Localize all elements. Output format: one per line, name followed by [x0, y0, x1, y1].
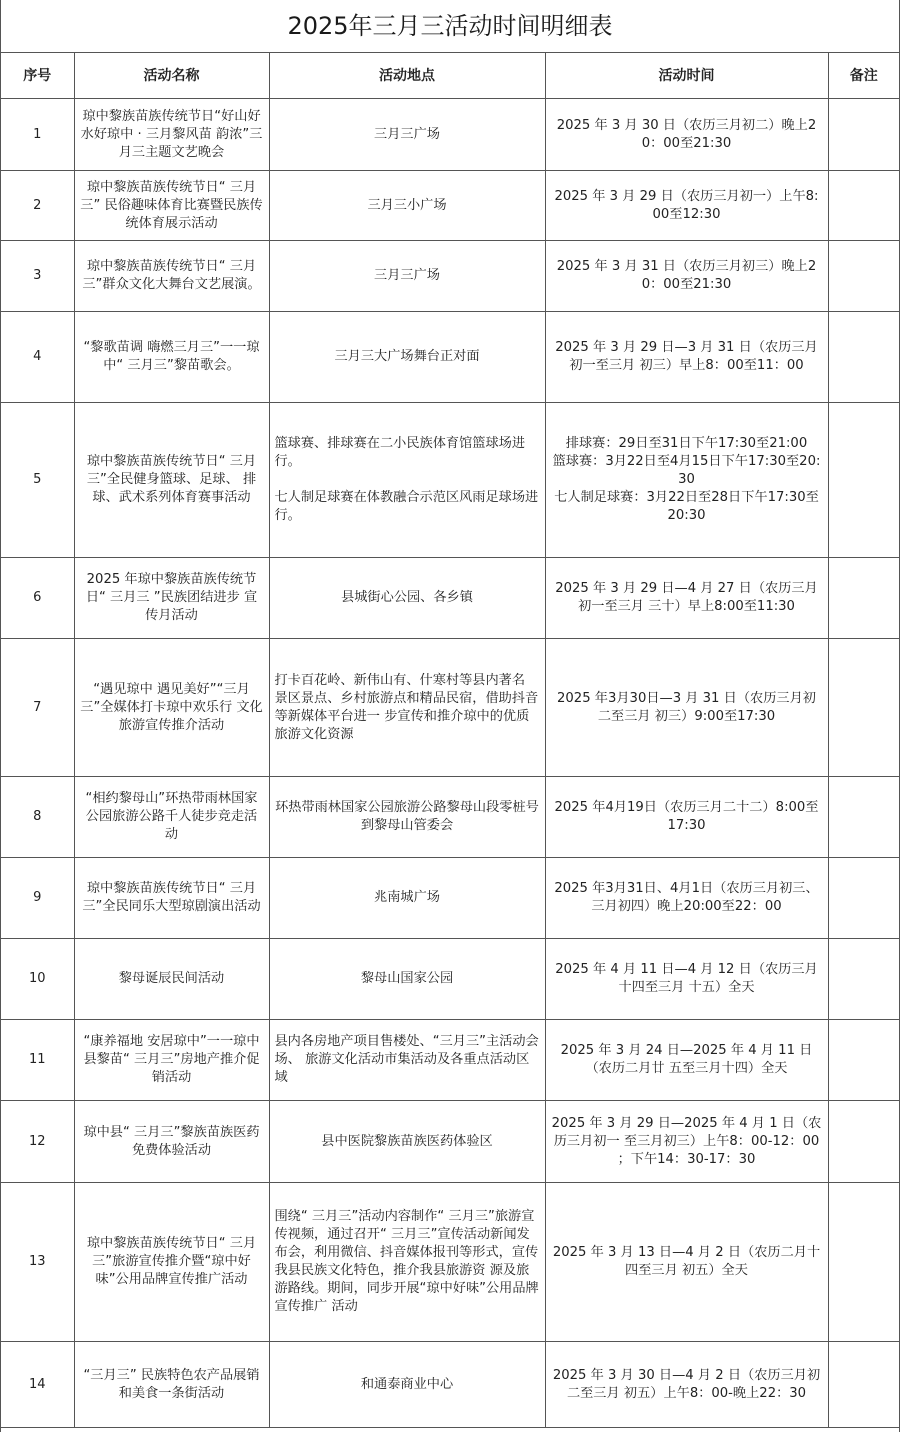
row-seq: 10	[1, 939, 74, 1020]
header-seq: 序号	[1, 53, 74, 99]
table-row	[1, 777, 899, 858]
row-note	[828, 403, 899, 558]
row-seq: 1	[1, 99, 74, 171]
row-note	[828, 1101, 899, 1183]
row-time: 2025 年 4 月 11 日—4 月 12 日（农历三月十四至三月 十五）全天	[545, 939, 828, 1020]
header-note: 备注	[828, 53, 899, 99]
table-row	[1, 403, 899, 558]
row-location	[269, 1101, 545, 1183]
location-line: 县内各房地产项目售楼处、“三月三”主活动会场、 旅游文化活动市集活动及各重点活动区域	[274, 1034, 539, 1085]
row-time: 2025 年 3 月 13 日—4 月 2 日（农历二月十四至三月 初五）全天	[545, 1183, 828, 1342]
location-line: 县中医院黎族苗族医药体验区	[321, 1133, 493, 1149]
row-time: 2025 年4月19日（农历三月二十二）8:00至17:30	[545, 777, 828, 858]
location-line: 县城街心公园、各乡镇	[341, 590, 473, 605]
row-activity-name: 2025 年琼中黎族苗族传统节日“ 三月三 ”民族团结进步 宣传月活动	[74, 558, 269, 639]
row-location	[269, 171, 545, 241]
row-note	[828, 241, 899, 312]
location-line: 打卡百花岭、新伟山有、什寒村等县内著名 景区景点、乡村旅游点和精品民宿，借助抖音等新媒体平台进一 步宣传和推介琼中的优质旅游文化资源	[274, 672, 539, 742]
table-row	[1, 99, 899, 171]
row-location	[269, 312, 545, 403]
table-row	[1, 939, 899, 1020]
row-seq: 4	[1, 312, 74, 403]
row-activity-name: “相约黎母山”环热带雨林国家公园旅游公路千人徒步竞走活动	[74, 777, 269, 858]
table-row	[1, 858, 899, 939]
row-note	[828, 1342, 899, 1428]
row-time	[545, 403, 828, 558]
header-location: 活动地点	[269, 53, 545, 99]
header-row	[1, 53, 899, 99]
row-location	[269, 1183, 545, 1342]
table-row	[1, 171, 899, 241]
row-time: 2025 年 3 月 30 日（农历三月初二）晚上20：00至21:30	[545, 99, 828, 171]
table-row	[1, 1020, 899, 1101]
row-note	[828, 558, 899, 639]
row-time: 2025 年 3 月 29 日—2025 年 4 月 1 日（农历三月初一 至三月初三）上午8：00-12：00 ；下午14：30-17：30	[545, 1101, 828, 1183]
location-line: 篮球赛、排球赛在二小民族体育馆篮球场进行。	[274, 436, 526, 469]
row-activity-name: 琼中黎族苗族传统节日“好山好水好琼中 · 三月黎风苗 韵浓”三月三主题文艺晚会	[74, 99, 269, 171]
row-location	[269, 99, 545, 171]
location-line: 兆南城广场	[374, 890, 440, 905]
row-location	[269, 1342, 545, 1428]
row-location	[269, 403, 545, 558]
row-time: 2025 年 3 月 29 日（农历三月初一）上午8:00至12:30	[545, 171, 828, 241]
location-line: 黎母山国家公园	[360, 971, 454, 986]
row-time: 2025 年 3 月 29 日—3 月 31 日（农历三月初一至三月 初三）早上8：00至11：00	[545, 312, 828, 403]
row-activity-name: 琼中黎族苗族传统节日“ 三月三”旅游宣传推介暨“琼中好味”公用品牌宣传推广活动	[74, 1183, 269, 1342]
row-activity-name: 琼中黎族苗族传统节日“ 三月三”全民同乐大型琼剧演出活动	[74, 858, 269, 939]
row-seq: 12	[1, 1101, 74, 1183]
row-location	[269, 1020, 545, 1101]
location-line: 三月三广场	[374, 268, 440, 283]
page-title: 2025年三月三活动时间明细表	[1, 0, 899, 53]
row-activity-name: “三月三” 民族特色农产品展销和美食一条街活动	[74, 1342, 269, 1428]
time-line: 七人制足球赛：3月22日至28日下午17:30至20:30	[554, 490, 819, 523]
row-time: 2025 年 3 月 31 日（农历三月初三）晚上20：00至21:30	[545, 241, 828, 312]
row-time: 2025 年3月30日—3 月 31 日（农历三月初二至三月 初三）9:00至17:30	[545, 639, 828, 777]
row-seq: 8	[1, 777, 74, 858]
table-row	[1, 241, 899, 312]
row-location	[269, 558, 545, 639]
row-time: 2025 年 3 月 29 日—4 月 27 日（农历三月初一至三月 三十）早上8:00至11:30	[545, 558, 828, 639]
row-location	[269, 777, 545, 858]
time-line: 排球赛：29日至31日下午17:30至21:00	[565, 436, 808, 451]
row-note	[828, 312, 899, 403]
row-activity-name: “黎歌苗调 嗨燃三月三”一一琼中“ 三月三”黎苗歌会。	[74, 312, 269, 403]
row-seq: 6	[1, 558, 74, 639]
row-location	[269, 639, 545, 777]
row-seq: 7	[1, 639, 74, 777]
row-seq: 2	[1, 171, 74, 241]
location-line: 三月三大广场舞台正对面	[334, 349, 480, 364]
row-time: 2025 年 3 月 24 日—2025 年 4 月 11 日（农历二月廿 五至三月十四）全天	[545, 1020, 828, 1101]
time-line: 篮球赛：3月22日至4月15日下午17:30至20:30	[552, 454, 821, 487]
row-seq: 5	[1, 403, 74, 558]
row-activity-name: 琼中黎族苗族传统节日“ 三月三” 民俗趣味体育比赛暨民族传统体育展示活动	[74, 171, 269, 241]
table-row	[1, 639, 899, 777]
row-activity-name: “康养福地 安居琼中”一一琼中县黎苗“ 三月三”房地产推介促销活动	[74, 1020, 269, 1101]
row-note	[828, 858, 899, 939]
row-seq: 3	[1, 241, 74, 312]
table-row	[1, 312, 899, 403]
location-line: 围绕“ 三月三”活动内容制作“ 三月三”旅游宣 传视频，通过召开“ 三月三”宣传活动新闻发布会，利用微信、抖音媒体报刊等形式，宣传我县民族文化特色，推介我县旅游资 源及旅游路线。期间，同步开展“琼中好味”公用品牌宣传推广 活动	[274, 1209, 539, 1314]
location-line: 和通泰商业中心	[360, 1376, 454, 1392]
row-activity-name: “遇见琼中 遇见美好”“三月三”全媒体打卡琼中欢乐行 文化旅游宣传推介活动	[74, 639, 269, 777]
row-time: 2025 年3月31日、4月1日（农历三月初三、三月初四）晚上20:00至22：00	[545, 858, 828, 939]
row-note	[828, 777, 899, 858]
row-note	[828, 1183, 899, 1342]
location-line: 环热带雨林国家公园旅游公路黎母山段零桩号到黎母山管委会	[275, 800, 539, 833]
schedule-table	[1, 53, 899, 1428]
row-location	[269, 241, 545, 312]
table-row	[1, 558, 899, 639]
row-note	[828, 171, 899, 241]
location-line: 三月三广场	[374, 126, 440, 142]
row-note	[828, 939, 899, 1020]
row-note	[828, 99, 899, 171]
location-line: 三月三小广场	[367, 197, 447, 213]
row-activity-name: 黎母诞辰民间活动	[74, 939, 269, 1020]
header-name: 活动名称	[74, 53, 269, 99]
row-activity-name: 琼中黎族苗族传统节日“ 三月三”全民健身篮球、足球、 排球、武术系列体育赛事活动	[74, 403, 269, 558]
row-note	[828, 639, 899, 777]
row-location	[269, 858, 545, 939]
table-row	[1, 1183, 899, 1342]
location-line: 七人制足球赛在体教融合示范区风雨足球场进行。	[274, 490, 539, 523]
row-note	[828, 1020, 899, 1101]
table-row	[1, 1101, 899, 1183]
row-seq: 14	[1, 1342, 74, 1428]
row-activity-name: 琼中黎族苗族传统节日“ 三月三”群众文化大舞台文艺展演。	[74, 241, 269, 312]
row-time: 2025 年 3 月 30 日—4 月 2 日（农历三月初二至三月 初五）上午8：00-晚上22：30	[545, 1342, 828, 1428]
row-location	[269, 939, 545, 1020]
row-seq: 9	[1, 858, 74, 939]
table-row	[1, 1342, 899, 1428]
row-seq: 13	[1, 1183, 74, 1342]
row-seq: 11	[1, 1020, 74, 1101]
header-time: 活动时间	[545, 53, 828, 99]
row-activity-name: 琼中县“ 三月三”黎族苗族医药免费体验活动	[74, 1101, 269, 1183]
location-line	[275, 471, 540, 489]
